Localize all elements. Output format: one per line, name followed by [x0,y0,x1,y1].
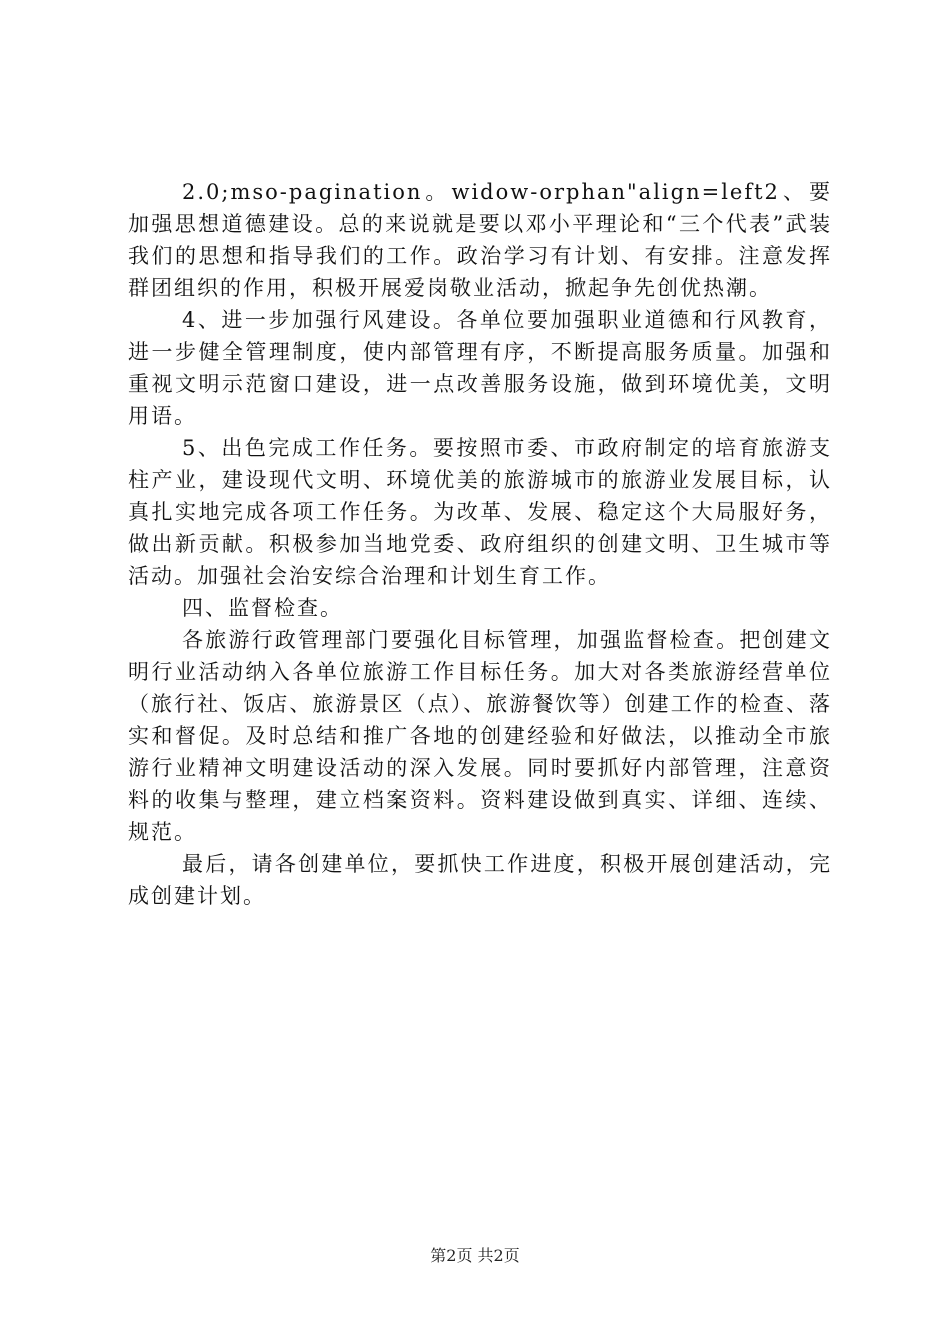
paragraph-work-tasks: 5、出色完成工作任务。要按照市委、市政府制定的培育旅游支柱产业，建设现代文明、环境优美的旅游城市的旅游业发展目标，认真扎实地完成各项工作任务。为改革、发展、稳定这个大局服好务，做出新贡献。积极参加当地党委、政府组织的创建文明、卫生城市等活动。加强社会治安综合治理和计划生育工作。 [128,436,832,588]
document-body [128,176,832,912]
paragraph-moral-construction: 2.0;mso-pagination。widow-orphan"align=left2、要加强思想道德建设。总的来说就是要以邓小平理论和“三个代表”武装我们的思想和指导我们的工作。政治学习有计划、有安排。注意发挥群团组织的作用，积极开展爱岗敬业活动，掀起争先创优热潮。 [128,180,832,300]
section-heading-supervision: 四、监督检查。 [182,596,343,620]
paragraph-conclusion: 最后，请各创建单位，要抓快工作进度，积极开展创建活动，完成创建计划。 [128,852,832,908]
paragraph-supervision: 各旅游行政管理部门要强化目标管理，加强监督检查。把创建文明行业活动纳入各单位旅游工作目标任务。加大对各类旅游经营单位（旅行社、饭店、旅游景区（点）、旅游餐饮等）创建工作的检查、落实和督促。及时总结和推广各地的创建经验和好做法，以推动全市旅游行业精神文明建设活动的深入发展。同时要抓好内部管理，注意资料的收集与整理，建立档案资料。资料建设做到真实、详细、连续、规范。 [128,628,832,844]
paragraph-industry-style: 4、进一步加强行风建设。各单位要加强职业道德和行风教育，进一步健全管理制度，使内部管理有序，不断提高服务质量。加强和重视文明示范窗口建设，进一点改善服务设施，做到环境优美，文明用语。 [128,308,832,428]
page-number-footer: 第2页 共2页 [430,1246,520,1265]
